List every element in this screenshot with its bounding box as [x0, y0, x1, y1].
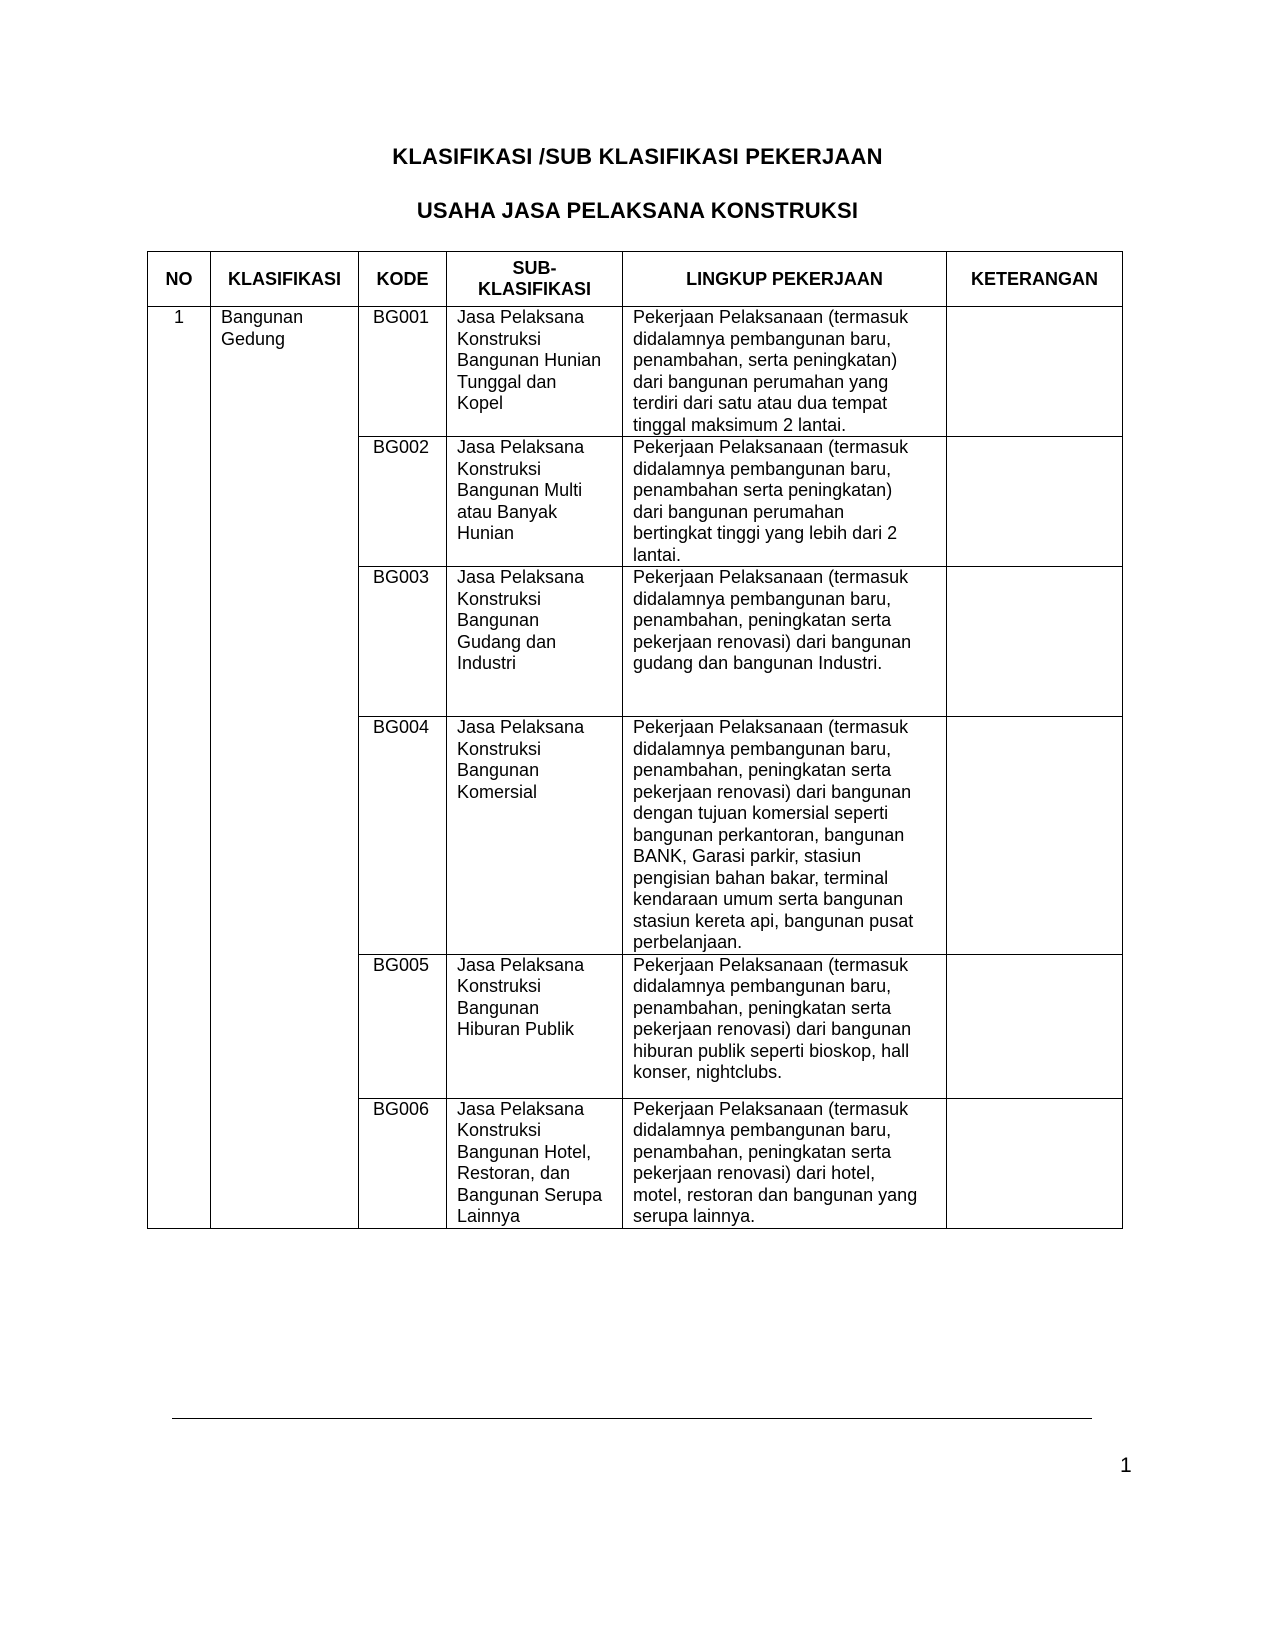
page-number: 1 — [1120, 1454, 1132, 1477]
table-row — [148, 717, 1123, 955]
cell-klasifikasi: Bangunan Gedung — [211, 307, 359, 437]
cell-klasifikasi — [211, 717, 359, 955]
cell-kode: BG006 — [359, 1098, 447, 1228]
header-sub-klasifikasi: SUB- KLASIFIKASI — [447, 252, 623, 307]
header-no: NO — [148, 252, 211, 307]
table-row — [148, 567, 1123, 717]
table-header-row — [148, 252, 1123, 307]
cell-klasifikasi — [211, 954, 359, 1098]
cell-klasifikasi — [211, 567, 359, 717]
table-row — [148, 437, 1123, 567]
cell-keterangan — [947, 954, 1123, 1098]
cell-keterangan — [947, 307, 1123, 437]
cell-klasifikasi — [211, 437, 359, 567]
cell-sub-klasifikasi: Jasa Pelaksana Konstruksi Bangunan Gudang dan Industri — [447, 567, 623, 717]
cell-sub-klasifikasi: Jasa Pelaksana Konstruksi Bangunan Multi atau Banyak Hunian — [447, 437, 623, 567]
cell-klasifikasi — [211, 1098, 359, 1228]
cell-no — [148, 1098, 211, 1228]
cell-keterangan — [947, 567, 1123, 717]
cell-sub-klasifikasi: Jasa Pelaksana Konstruksi Bangunan Komersial — [447, 717, 623, 955]
cell-lingkup-pekerjaan: Pekerjaan Pelaksanaan (termasuk didalamnya pembangunan baru, penambahan, peningkatan serta pekerjaan renovasi) dari hotel, motel, restoran dan bangunan yang serupa lainnya. — [623, 1098, 947, 1228]
cell-lingkup-pekerjaan: Pekerjaan Pelaksanaan (termasuk didalamnya pembangunan baru, penambahan, peningkatan serta pekerjaan renovasi) dari bangunan hiburan publik seperti bioskop, hall konser, nightclubs. — [623, 954, 947, 1098]
cell-no: 1 — [148, 307, 211, 437]
cell-lingkup-pekerjaan: Pekerjaan Pelaksanaan (termasuk didalamnya pembangunan baru, penambahan, serta peningkatan) dari bangunan perumahan yang terdiri dari satu atau dua tempat tinggal maksimum 2 lantai. — [623, 307, 947, 437]
cell-kode: BG003 — [359, 567, 447, 717]
cell-sub-klasifikasi: Jasa Pelaksana Konstruksi Bangunan Hotel, Restoran, dan Bangunan Serupa Lainnya — [447, 1098, 623, 1228]
cell-kode: BG004 — [359, 717, 447, 955]
header-keterangan: KETERANGAN — [947, 252, 1123, 307]
cell-sub-klasifikasi: Jasa Pelaksana Konstruksi Bangunan Hunian Tunggal dan Kopel — [447, 307, 623, 437]
cell-no — [148, 717, 211, 955]
table-row — [148, 954, 1123, 1098]
document-subtitle: USAHA JASA PELAKSANA KONSTRUKSI — [416, 198, 859, 223]
header-klasifikasi: KLASIFIKASI — [211, 252, 359, 307]
cell-keterangan — [947, 1098, 1123, 1228]
cell-lingkup-pekerjaan: Pekerjaan Pelaksanaan (termasuk didalamnya pembangunan baru, penambahan serta peningkatan) dari bangunan perumahan bertingkat tinggi yang lebih dari 2 lantai. — [623, 437, 947, 567]
cell-kode: BG005 — [359, 954, 447, 1098]
cell-kode: BG001 — [359, 307, 447, 437]
cell-lingkup-pekerjaan: Pekerjaan Pelaksanaan (termasuk didalamnya pembangunan baru, penambahan, peningkatan serta pekerjaan renovasi) dari bangunan dengan tujuan komersial seperti bangunan perkantoran, bangunan BANK, Garasi parkir, stasiun pengisian bahan bakar, terminal kendaraan umum serta bangunan stasiun kereta api, bangunan pusat perbelanjaan. — [623, 717, 947, 955]
cell-sub-klasifikasi: Jasa Pelaksana Konstruksi Bangunan Hiburan Publik — [447, 954, 623, 1098]
cell-lingkup-pekerjaan: Pekerjaan Pelaksanaan (termasuk didalamnya pembangunan baru, penambahan, peningkatan serta pekerjaan renovasi) dari bangunan gudang dan bangunan Industri. — [623, 567, 947, 717]
document-title: KLASIFIKASI /SUB KLASIFIKASI PEKERJAAN — [392, 144, 883, 169]
header-lingkup-pekerjaan: LINGKUP PEKERJAAN — [623, 252, 947, 307]
cell-no — [148, 437, 211, 567]
table-row — [148, 1098, 1123, 1228]
cell-keterangan — [947, 717, 1123, 955]
cell-kode: BG002 — [359, 437, 447, 567]
cell-no — [148, 954, 211, 1098]
classification-table — [147, 251, 1123, 1229]
header-kode: KODE — [359, 252, 447, 307]
table-row — [148, 307, 1123, 437]
cell-no — [148, 567, 211, 717]
cell-keterangan — [947, 437, 1123, 567]
footer-divider — [172, 1418, 1092, 1419]
